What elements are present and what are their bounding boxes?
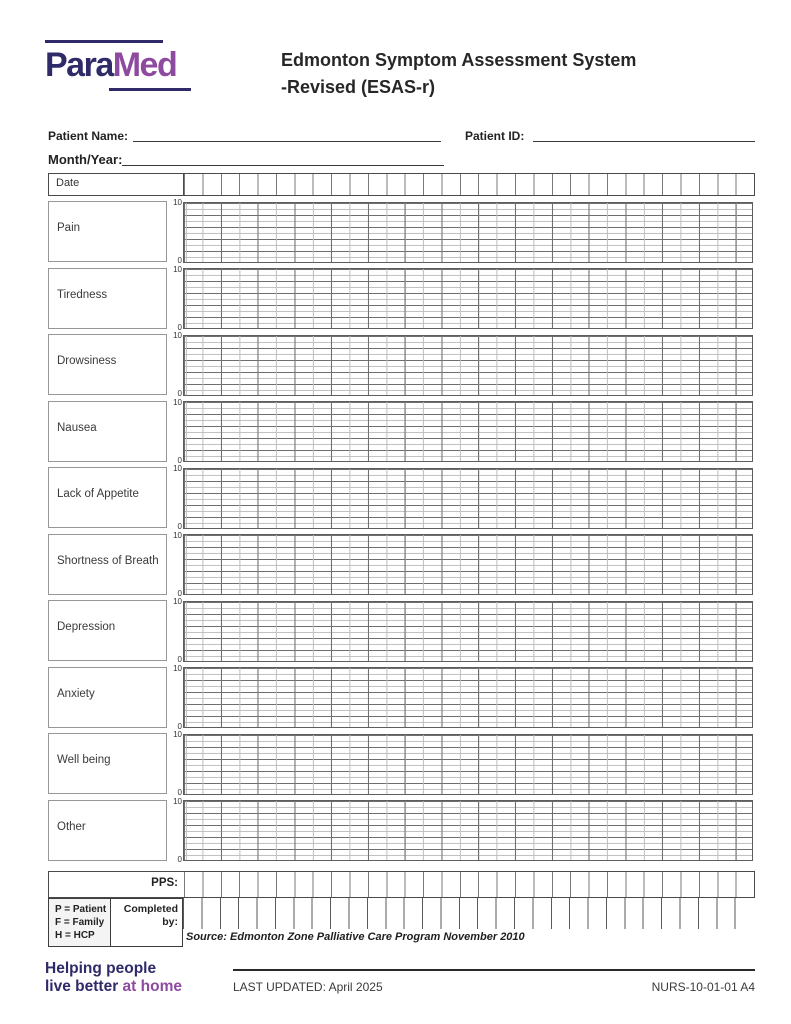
symptom-label-box <box>48 733 167 794</box>
symptom-grid-well-being[interactable] <box>183 734 753 795</box>
symptom-label-box <box>48 600 167 661</box>
scale-min-label: 0 <box>177 721 182 731</box>
tagline-live-better: live better <box>45 978 119 995</box>
source-citation: Source: Edmonton Zone Palliative Care Program November 2010 <box>186 931 525 943</box>
symptom-row-drowsiness <box>48 332 755 399</box>
scale-max-label: 10 <box>173 796 182 806</box>
symptom-label-depression: Depression <box>57 621 116 633</box>
symptom-label-box <box>48 534 167 595</box>
date-row-cells[interactable] <box>184 174 754 195</box>
symptom-label-drowsiness: Drowsiness <box>57 355 117 367</box>
legend-line: F = Family <box>55 917 105 928</box>
scale-min-label: 0 <box>177 322 182 332</box>
symptom-row-shortness-of-breath <box>48 532 755 599</box>
footer-rule <box>233 969 755 971</box>
month-year-input-line[interactable] <box>122 151 444 166</box>
symptom-label-box <box>48 667 167 728</box>
pps-row-label: PPS: <box>151 877 178 889</box>
symptom-label-lack-of-appetite: Lack of Appetite <box>57 488 139 500</box>
symptom-row-depression <box>48 598 755 665</box>
scale-min-label: 0 <box>177 854 182 864</box>
symptom-label-pain: Pain <box>57 222 81 234</box>
symptom-label-nausea: Nausea <box>57 421 97 434</box>
symptom-grid-lack-of-appetite[interactable] <box>183 468 753 529</box>
scale-max-label: 10 <box>173 331 182 340</box>
symptom-grid-other[interactable] <box>183 800 753 861</box>
symptom-row-anxiety <box>48 665 755 732</box>
scale-min-label: 0 <box>177 788 182 797</box>
scale-max-label: 10 <box>173 530 182 540</box>
symptom-label-other: Other <box>57 820 86 833</box>
symptom-label-tiredness: Tiredness <box>57 288 108 301</box>
symptom-label-box <box>48 268 167 329</box>
completed-by-cells[interactable] <box>183 898 753 929</box>
tagline-line1: Helping people <box>45 960 157 977</box>
scale-max-label: 10 <box>173 198 182 207</box>
document-number: NURS-10-01-01 A4 <box>651 980 755 994</box>
assessment-grid <box>48 173 755 951</box>
legend-line: H = HCP <box>55 930 95 941</box>
symptom-label-box <box>48 334 167 395</box>
date-row <box>48 173 755 196</box>
symptom-row-other <box>48 798 755 865</box>
symptom-label-well-being: Well being <box>57 754 111 766</box>
scale-min-label: 0 <box>177 655 182 664</box>
scale-max-label: 10 <box>173 730 182 739</box>
tagline-at-home: at home <box>122 978 182 995</box>
completed-by-label: Completed by: <box>110 898 184 947</box>
date-row-label: Date <box>49 174 184 195</box>
symptom-label-box <box>48 401 167 462</box>
symptom-row-lack-of-appetite <box>48 465 755 532</box>
paramed-logo <box>45 40 195 92</box>
form-title-line1: Edmonton Symptom Assessment System <box>281 50 637 70</box>
tagline <box>45 960 182 996</box>
symptom-label-anxiety: Anxiety <box>57 687 95 700</box>
symptom-grid-drowsiness[interactable] <box>183 335 753 396</box>
scale-min-label: 0 <box>177 389 182 398</box>
form-title-line2: -Revised (ESAS-r) <box>281 77 436 97</box>
scale-max-label: 10 <box>173 264 182 274</box>
pps-row <box>48 871 755 898</box>
logo-bottom-rule <box>109 88 191 91</box>
scale-min-label: 0 <box>177 455 182 465</box>
scale-min-label: 0 <box>177 522 182 531</box>
patient-id-input-line[interactable] <box>533 128 755 142</box>
scale-max-label: 10 <box>173 663 182 673</box>
logo-wordmark <box>45 43 176 87</box>
symptom-grid-shortness-of-breath[interactable] <box>183 534 753 595</box>
symptom-grid-pain[interactable] <box>183 202 753 263</box>
tagline-line2 <box>45 978 182 996</box>
logo-part-para: Para <box>45 46 113 84</box>
scale-min-label: 0 <box>177 588 182 598</box>
scale-max-label: 10 <box>173 464 182 473</box>
patient-name-input-line[interactable] <box>133 128 441 142</box>
completed-by-legend <box>48 898 111 947</box>
symptom-grid-depression[interactable] <box>183 601 753 662</box>
symptom-row-tiredness <box>48 266 755 333</box>
symptom-label-box <box>48 800 167 861</box>
symptom-row-well-being <box>48 731 755 798</box>
symptom-grid-nausea[interactable] <box>183 401 753 462</box>
month-year-label: Month/Year: <box>48 152 123 167</box>
scale-max-label: 10 <box>173 397 182 407</box>
scale-min-label: 0 <box>177 256 182 265</box>
symptom-grid-tiredness[interactable] <box>183 268 753 329</box>
symptom-row-pain <box>48 199 755 266</box>
symptom-label-box <box>48 467 167 528</box>
patient-name-label: Patient Name: <box>48 129 129 143</box>
symptom-grid-anxiety[interactable] <box>183 667 753 728</box>
symptom-label-box <box>48 201 167 262</box>
patient-id-label: Patient ID: <box>465 129 525 143</box>
form-title <box>281 47 681 101</box>
scale-max-label: 10 <box>173 597 182 606</box>
pps-row-cells[interactable] <box>184 872 754 897</box>
symptom-row-nausea <box>48 399 755 466</box>
last-updated-text: LAST UPDATED: April 2025 <box>233 980 383 994</box>
legend-line: P = Patient <box>55 904 107 915</box>
logo-part-med: Med <box>112 46 177 84</box>
symptom-label-shortness-of-breath: Shortness of Breath <box>57 554 159 567</box>
